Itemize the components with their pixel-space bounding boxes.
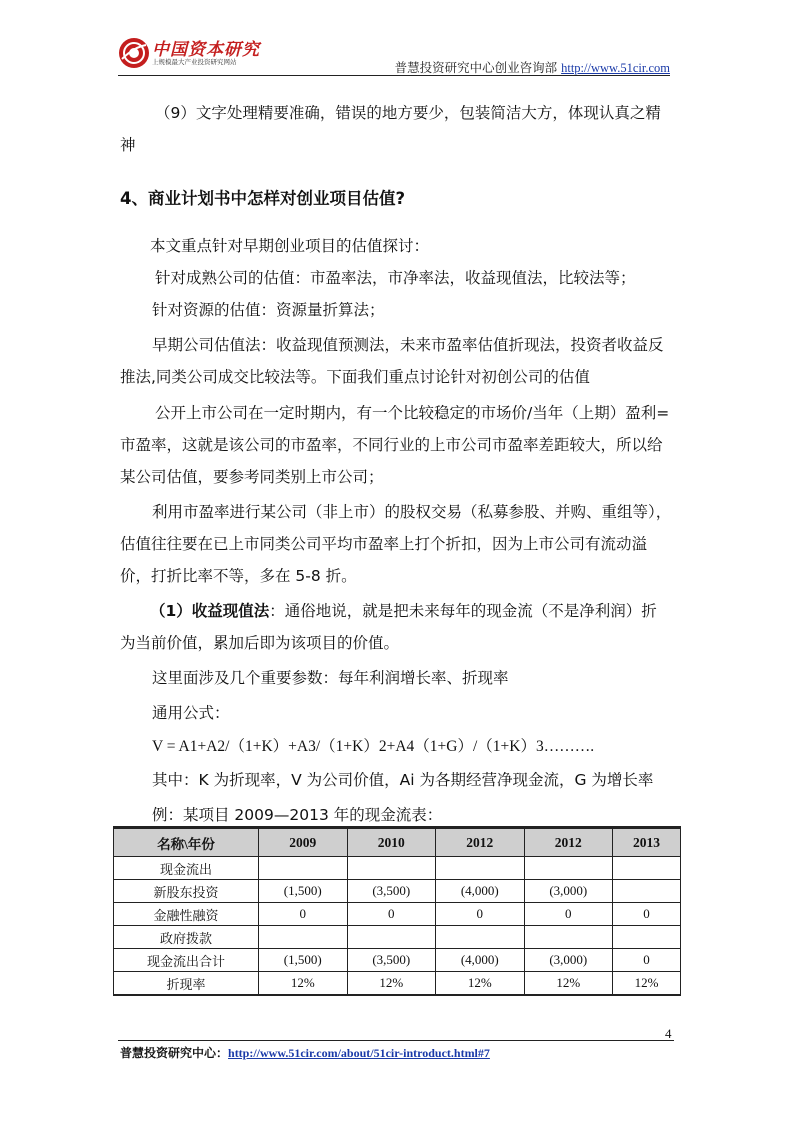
table-cell: 0: [524, 903, 613, 926]
table-row: [114, 972, 681, 996]
table-row: [114, 903, 681, 926]
text-line: 某公司估值，要参考同类别上市公司；: [120, 468, 384, 486]
header-org: [395, 58, 670, 76]
table-cell: [613, 857, 681, 880]
table-cell: (3,500): [347, 880, 436, 903]
text-line: 本文重点针对早期创业项目的估值探讨：: [150, 237, 430, 255]
table-row: [114, 857, 681, 880]
table-header-cell: 2012: [524, 828, 613, 857]
table-cell: 12%: [436, 972, 525, 996]
table-cell: (1,500): [259, 949, 348, 972]
text-line: 为当前价值，累加后即为该项目的价值。: [120, 634, 400, 652]
table-cell: (1,500): [259, 880, 348, 903]
table-cell: (3,000): [524, 949, 613, 972]
table-cell: 政府拨款: [114, 926, 259, 949]
logo-subtitle: 上规模最大产业投资研究网站: [152, 58, 237, 66]
table-cell: 12%: [613, 972, 681, 996]
logo-title: 中国资本研究: [152, 40, 260, 60]
table-cell: 0: [347, 903, 436, 926]
table-cell: [613, 926, 681, 949]
table-cell: 12%: [259, 972, 348, 996]
table-cell: [347, 857, 436, 880]
table-cell: [436, 857, 525, 880]
page-number: 4: [665, 1026, 672, 1041]
table-cell: (3,500): [347, 949, 436, 972]
table-cell: 12%: [524, 972, 613, 996]
text-line: [150, 601, 657, 621]
table-cell: (4,000): [436, 949, 525, 972]
text-line: 公开上市公司在一定时期内，有一个比较稳定的市场价/当年（上期）盈利=: [155, 404, 670, 422]
text-line: 针对资源的估值：资源量折算法；: [152, 301, 385, 319]
table-cell: (4,000): [436, 880, 525, 903]
table-cell: 0: [613, 903, 681, 926]
table-cell: 12%: [347, 972, 436, 996]
text-line: 例：某项目 2009—2013 年的现金流表：: [152, 806, 443, 824]
table-header-cell: 2009: [259, 828, 348, 857]
table-cell: 金融性融资: [114, 903, 259, 926]
table-cell: 新股东投资: [114, 880, 259, 903]
table-header-cell: 2010: [347, 828, 436, 857]
table-cell: [259, 926, 348, 949]
text-line: 利用市盈率进行某公司（非上市）的股权交易（私募参股、并购、重组等），: [152, 503, 672, 521]
footer-link[interactable]: http://www.51cir.com/about/51cir-introduct.html#7: [228, 1046, 490, 1060]
table-header-cell: 名称\年份: [114, 828, 259, 857]
text-line: 早期公司估值法：收益现值预测法，未来市盈率估值折现法，投资者收益反: [152, 336, 664, 354]
text-line: 针对成熟公司的估值：市盈率法，市净率法，收益现值法，比较法等；: [155, 269, 636, 287]
text-line: 价，打折比率不等，多在 5-8 折。: [120, 567, 357, 585]
table-row: [114, 926, 681, 949]
table-header-row: [114, 828, 681, 857]
text-line: 其中：K 为折现率，V 为公司价值，Ai 为各期经营净现金流，G 为增长率: [152, 771, 654, 789]
table-cell: [613, 880, 681, 903]
table-cell: 0: [613, 949, 681, 972]
table-cell: 0: [436, 903, 525, 926]
text-line: 这里面涉及几个重要参数：每年利润增长率、折现率: [152, 669, 509, 687]
method-title: （1）收益现值法: [150, 602, 270, 620]
footer: [120, 1044, 490, 1061]
table-row: [114, 880, 681, 903]
text-line: 推法,同类公司成交比较法等。下面我们重点讨论针对初创公司的估值: [120, 368, 590, 386]
method-desc: ：通俗地说，就是把未来每年的现金流（不是净利润）折: [269, 602, 657, 620]
logo-emblem-icon: [118, 37, 150, 69]
cash-flow-table: [113, 826, 681, 996]
text-line: 市盈率，这就是该公司的市盈率，不同行业的上市公司市盈率差距较大，所以给: [120, 436, 663, 454]
footer-label: 普慧投资研究中心：: [120, 1046, 229, 1060]
table-cell: [524, 857, 613, 880]
header-org-link[interactable]: http://www.51cir.com: [561, 61, 670, 75]
table-cell: 0: [259, 903, 348, 926]
table-cell: 现金流出: [114, 857, 259, 880]
paragraph-9-line2: 神: [120, 136, 136, 154]
table-cell: [259, 857, 348, 880]
section-heading: 4、商业计划书中怎样对创业项目估值?: [120, 189, 406, 208]
table-cell: [524, 926, 613, 949]
text-line: 估值往往要在已上市同类公司平均市盈率上打个折扣，因为上市公司有流动溢: [120, 535, 648, 553]
text-line: 通用公式：: [152, 704, 230, 722]
formula: V = A1+A2/（1+K）+A3/（1+K）2+A4（1+G）/（1+K）3……….: [152, 738, 595, 755]
table-cell: [347, 926, 436, 949]
footer-divider: [118, 1040, 674, 1041]
logo: [118, 33, 278, 73]
paragraph-9-line1: （9）文字处理精要准确，错误的地方要少，包装简洁大方，体现认真之精: [155, 104, 661, 122]
table-cell: 现金流出合计: [114, 949, 259, 972]
header-org-text: 普慧投资研究中心创业咨询部: [394, 60, 558, 75]
table-cell: 折现率: [114, 972, 259, 996]
table-cell: [436, 926, 525, 949]
table-row: [114, 949, 681, 972]
table-cell: (3,000): [524, 880, 613, 903]
header-divider: [118, 75, 670, 76]
table-header-cell: 2013: [613, 828, 681, 857]
table-header-cell: 2012: [436, 828, 525, 857]
